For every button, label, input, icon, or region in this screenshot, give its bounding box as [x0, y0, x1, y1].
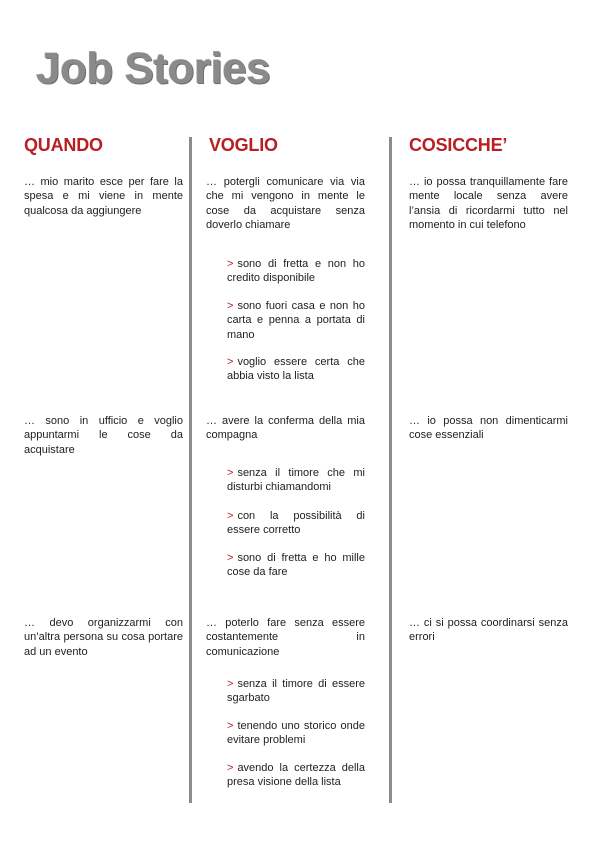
row-1-reason-1 [227, 257, 365, 286]
row-2-when-text: … sono in ufficio e voglio appuntarmi le cose da acquistare [24, 415, 183, 456]
arrow-bullet-icon: > [227, 467, 234, 479]
arrow-bullet-icon: > [227, 762, 234, 774]
arrow-bullet-icon: > [227, 678, 234, 690]
arrow-bullet-icon: > [227, 258, 234, 270]
reason-text: con la possibilità di essere corretto [227, 510, 365, 537]
arrow-bullet-icon: > [227, 300, 234, 312]
row-3-reason-1 [227, 677, 365, 706]
reason-text: sono fuori casa e non ho carta e penna a portata di mano [227, 300, 365, 341]
reason-text: voglio essere certa che abbia visto la lista [227, 356, 365, 383]
row-1-so-that-text: … io possa tranquillamente fare mente locale senza avere l’ansia di ricordarmi tutto nel momento in cui telefono [409, 176, 568, 232]
row-3-reason-2 [227, 719, 365, 748]
row-2-reason-3 [227, 551, 365, 580]
row-1-when-text: … mio marito esce per fare la spesa e mi viene in mente qualcosa da aggiungere [24, 176, 183, 217]
page-title: Job Stories [36, 44, 271, 93]
reason-text: sono di fretta e ho mille cose da fare [227, 552, 365, 579]
reason-text: senza il timore di essere sgarbato [227, 678, 365, 705]
reason-text: avendo la certezza della presa visione della lista [227, 762, 365, 789]
row-2-reason-1 [227, 466, 365, 495]
column-header-cosicche: COSICCHE’ [409, 135, 508, 155]
column-divider-right [389, 137, 392, 803]
arrow-bullet-icon: > [227, 720, 234, 732]
row-3-want-text: … poterlo fare senza essere costantemente in comunicazione [206, 617, 365, 658]
row-1-want-text: … potergli comunicare via via che mi vengono in mente le cose da acquistare senza doverlo chiamare [206, 176, 365, 232]
reason-text: sono di fretta e non ho credito disponibile [227, 258, 365, 285]
column-header-quando: QUANDO [24, 135, 103, 155]
arrow-bullet-icon: > [227, 356, 234, 368]
row-2-reason-2 [227, 509, 365, 538]
column-divider-left [189, 137, 192, 803]
reason-text: tenendo uno storico onde evitare problemi [227, 720, 365, 747]
row-1-reason-3 [227, 355, 365, 384]
row-2-want-text: … avere la conferma della mia compagna [206, 415, 365, 442]
arrow-bullet-icon: > [227, 510, 234, 522]
reason-text: senza il timore che mi disturbi chiamandomi [227, 467, 365, 494]
row-3-when-text: … devo organizzarmi con un’altra persona su cosa portare ad un evento [24, 617, 183, 658]
row-3-so-that-text: … ci si possa coordinarsi senza errori [409, 617, 568, 644]
row-2-so-that-text: … io possa non dimenticarmi cose essenziali [409, 415, 568, 442]
row-1-reason-2 [227, 299, 365, 342]
arrow-bullet-icon: > [227, 552, 234, 564]
row-3-reason-3 [227, 761, 365, 790]
column-header-voglio: VOGLIO [209, 135, 278, 155]
